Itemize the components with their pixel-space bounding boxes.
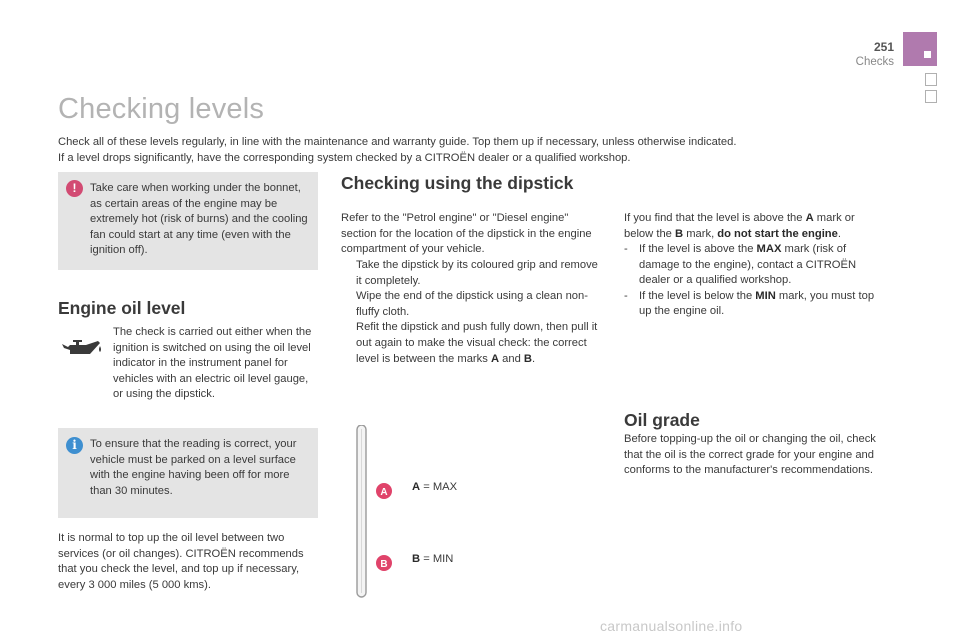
info-text: To ensure that the reading is correct, your vehicle must be parked on a level surface with the engine having been off for more than 30 minutes. (90, 438, 297, 497)
section-name: Checks (855, 56, 894, 68)
svg-text:B: B (380, 559, 388, 570)
dipstick-illustration (352, 425, 402, 600)
section-tab-outline (925, 73, 937, 86)
list-item: Take the dipstick by its coloured grip and remove it completely. (356, 259, 598, 287)
oil-grade-text: Before topping-up the oil or changing the oil, check that the oil is the correct grade for your engine and conforms to the manufacturer's recommendations. (624, 433, 876, 477)
mark-b-badge (376, 555, 392, 571)
list-item: - If the level is below the MIN mark, you must top up the engine oil. (624, 289, 875, 318)
warning-text: Take care when working under the bonnet, as certain areas of the engine may be extremely hot (risk of burns) and the cooling fan could start at any time (even with the ignition off). (90, 182, 308, 257)
mark-a-badge (376, 483, 392, 499)
dipstick-heading: Checking using the dipstick (341, 173, 574, 193)
oil-can-icon (60, 338, 104, 360)
section-tab-outline (925, 90, 937, 103)
level-warning-text: If you find that the level is above the A mark or below the B mark, do not start the engine. (624, 212, 855, 240)
page-title: Checking levels (58, 93, 265, 125)
list-item: Wipe the end of the dipstick using a clean non-fluffy cloth. (356, 290, 588, 318)
watermark: carmanualsonline.info (600, 618, 743, 634)
dipstick-intro: Refer to the "Petrol engine" or "Diesel engine" section for the location of the dipstick in the engine compartment of your vehicle. (341, 212, 592, 256)
list-item: Refit the dipstick and push fully down, then pull it out again to make the visual check: the correct level is between the marks A and B. (356, 321, 598, 365)
engine-oil-text: The check is carried out either when the ignition is switched on using the oil level indicator in the instrument panel for vehicles with an electric oil level gauge, or using the dipstick. (113, 326, 312, 401)
svg-text:A: A (380, 487, 388, 498)
intro-text (58, 135, 878, 166)
dipstick-steps (341, 258, 603, 367)
engine-oil-heading: Engine oil level (58, 298, 186, 318)
info-icon: i (66, 437, 83, 454)
top-up-interval-text: It is normal to top up the oil level between two services (or oil changes). CITROËN recommends that you check the level, and top up if necessary, every 3 000 miles (5 000 kms). (58, 532, 304, 591)
intro-line: If a level drops significantly, have the corresponding system checked by a CITROËN dealer or a qualified workshop. (58, 151, 631, 164)
intro-line: Check all of these levels regularly, in line with the maintenance and warranty guide. Top them up if necessary, unless otherwise indicated. (58, 136, 737, 148)
min-label: B = MIN (412, 553, 454, 565)
max-label: A = MAX (412, 481, 458, 493)
level-actions-list (624, 242, 886, 320)
list-item: - If the level is above the MAX mark (risk of damage to the engine), contact a CITROËN dealer or a qualified workshop. (624, 243, 857, 287)
warning-icon: ! (66, 180, 83, 197)
oil-grade-heading: Oil grade (624, 410, 700, 430)
section-tab-marker (903, 32, 937, 66)
page-number: 251 (873, 40, 894, 54)
